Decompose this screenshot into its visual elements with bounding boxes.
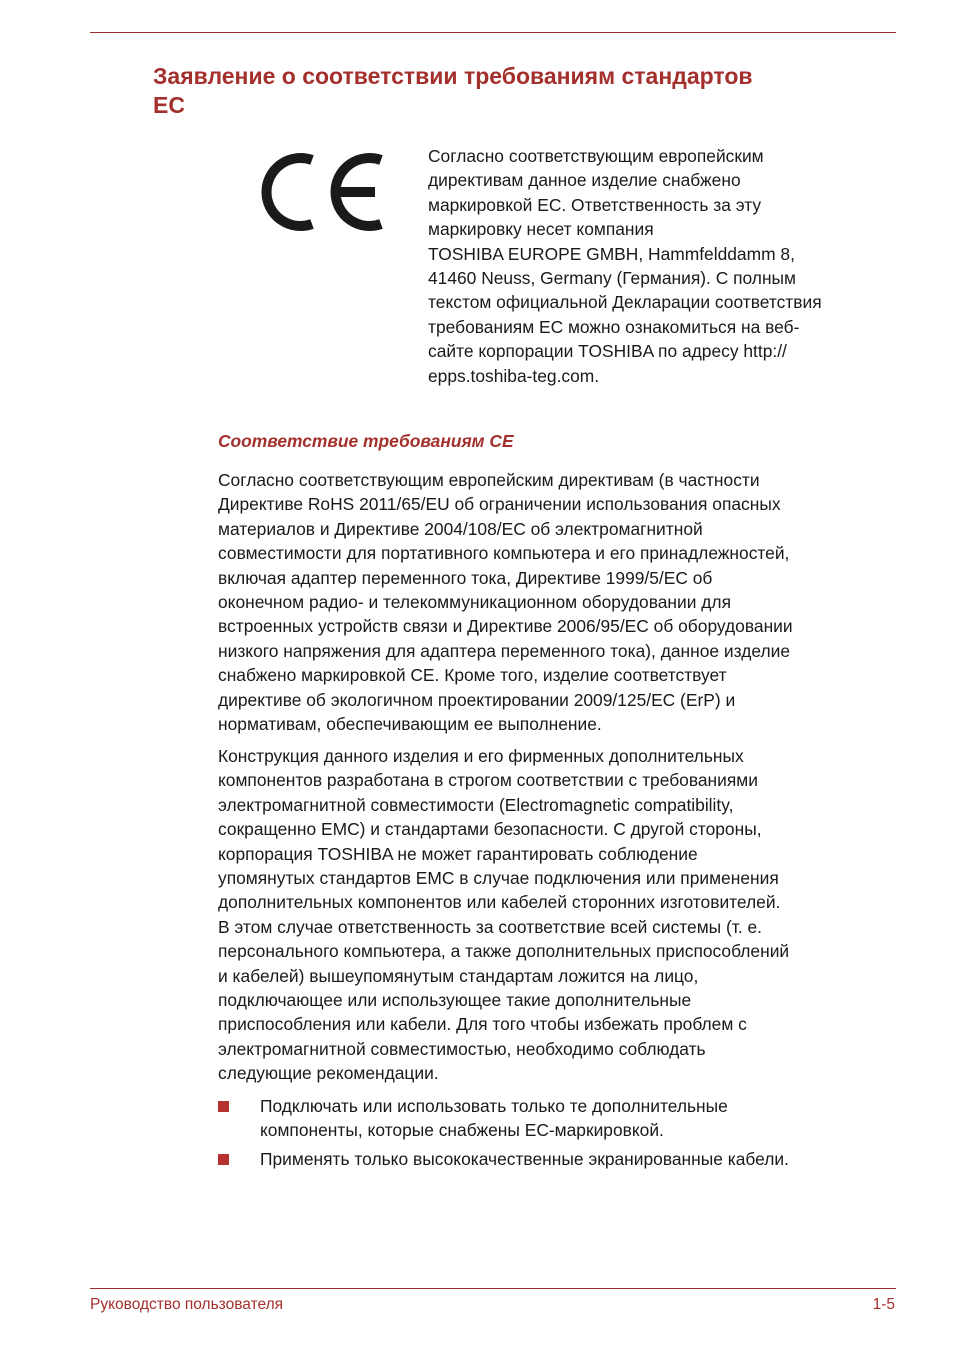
ce-mark-icon [255,146,385,238]
recommendations-list [218,1094,898,1175]
intro-line: текстом официальной Декларации соответствия [428,292,822,313]
paragraph-line: оконечном радио- и телекоммуникационном оборудовании для [218,592,731,613]
page-number: 1-5 [872,1296,895,1313]
intro-text [428,144,898,388]
paragraph-line: нормативам, обеспечивающим ее выполнение. [218,714,602,735]
intro-line: Согласно соответствующим европейским [428,146,764,166]
paragraph-line: сокращенно EMC) и стандартами безопасности. С другой стороны, [218,819,762,840]
section-title [153,62,893,120]
paragraph-line: приспособления или кабели. Для того чтобы избежать проблем с [218,1014,747,1035]
square-bullet-icon [218,1154,229,1165]
square-bullet-icon [218,1101,229,1112]
intro-line: требованиям ЕС можно ознакомиться на веб- [428,316,800,337]
paragraph-line: электромагнитной совместимостью, необходимо соблюдать [218,1038,706,1059]
section-title-line-1: Заявление о соответствии требованиям стандартов [153,63,753,89]
list-item-text: Применять только высококачественные экранированные кабели. [260,1148,789,1169]
paragraph-line: В этом случае ответственность за соответствие всей системы (т. е. [218,916,762,937]
intro-line: TOSHIBA EUROPE GMBH, Hammfelddamm 8, [428,243,795,264]
intro-line: директивам данное изделие снабжено [428,170,741,191]
list-item [218,1094,898,1143]
paragraph-line: директиве об экологичном проектировании 2009/125/EC (ErP) и [218,689,736,710]
paragraph-directives [218,468,898,736]
paragraph-line: низкого напряжения для адаптера переменного тока), данное изделие [218,640,791,661]
footer-manual-title: Руководство пользователя [90,1296,284,1313]
paragraph-emc [218,744,898,1086]
intro-line: маркировкой ЕС. Ответственность за эту [428,194,762,215]
footer-rule [90,1288,896,1289]
paragraph-line: персонального компьютера, а также дополнительных приспособлений [218,941,790,962]
paragraph-line: и кабелей) вышеупомянутым стандартам ложится на лицо, [218,965,699,986]
paragraph-line: Директиве RoHS 2011/65/EU об ограничении использования опасных [218,494,781,515]
paragraph-line: корпорация TOSHIBA не может гарантировать соблюдение [218,843,698,864]
list-item [218,1147,898,1171]
subheading-ce-compliance: Соответствие требованиям CE [218,431,514,451]
header-rule [90,32,896,33]
paragraph-line: Согласно соответствующим европейским директивам (в частности [218,470,760,490]
list-item-text: компоненты, которые снабжены ЕС-маркировкой. [260,1120,664,1141]
paragraph-line: включая адаптер переменного тока, Директиве 1999/5/EC об [218,567,713,588]
intro-line: сайте корпорации TOSHIBA по адресу http:// [428,341,787,362]
paragraph-line: снабжено маркировкой CE. Кроме того, изделие соответствует [218,665,727,686]
paragraph-line: совместимости для портативного компьютера и его принадлежностей, [218,543,790,564]
intro-line: 41460 Neuss, Germany (Германия). С полным [428,268,797,289]
intro-line: маркировку несет компания [428,219,654,240]
paragraph-line: материалов и Директиве 2004/108/EC об электромагнитной [218,518,703,539]
paragraph-line: встроенных устройств связи и Директиве 2006/95/EC об оборудовании [218,616,793,637]
paragraph-line: упомянутых стандартов EMC в случае подключения или применения [218,868,779,889]
paragraph-line: подключающее или использующее такие дополнительные [218,990,692,1011]
paragraph-line: электромагнитной совместимости (Electromagnetic compatibility, [218,794,734,815]
list-item-text: Подключать или использовать только те дополнительные [260,1096,728,1116]
intro-line: epps.toshiba-teg.com. [428,365,600,386]
section-title-line-2: ЕС [153,92,185,118]
paragraph-line: следующие рекомендации. [218,1063,439,1084]
paragraph-line: компонентов разработана в строгом соответствии с требованиями [218,770,758,791]
paragraph-line: дополнительных компонентов или кабелей сторонних изготовителей. [218,892,781,913]
paragraph-line: Конструкция данного изделия и его фирменных дополнительных [218,746,744,766]
